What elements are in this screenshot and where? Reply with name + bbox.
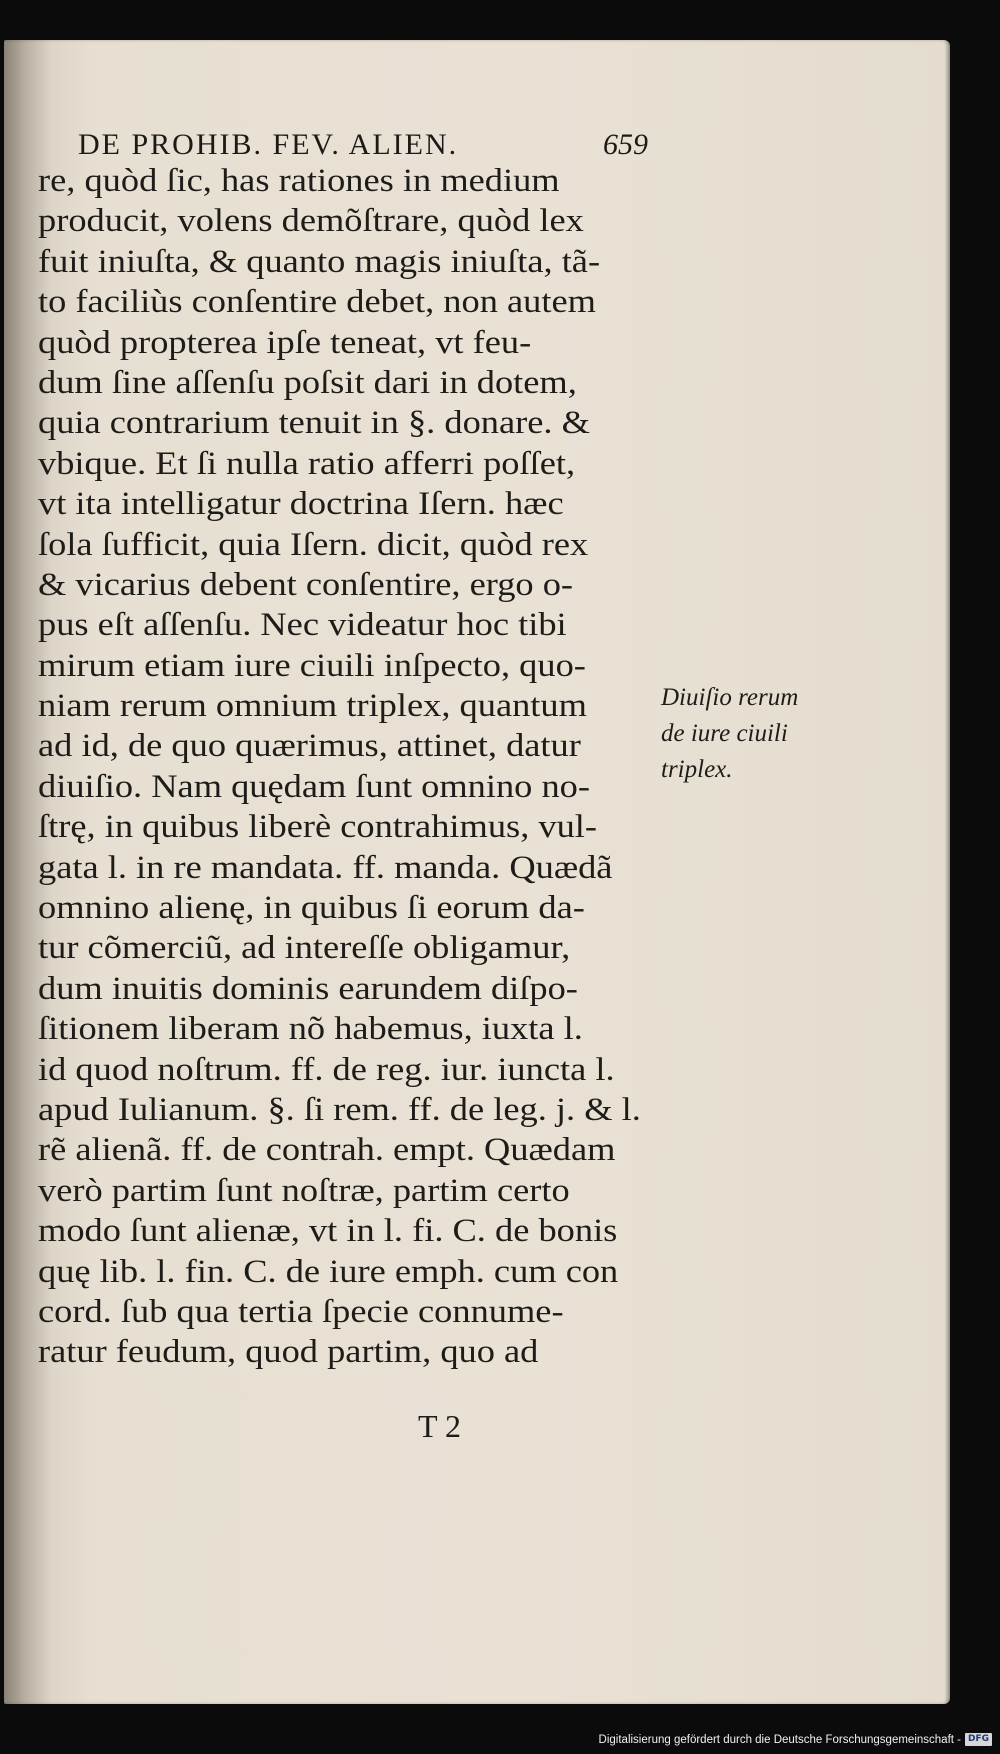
text-line	[38, 161, 650, 201]
text-line-content: re, quòd ſic, has rationes in medium	[38, 163, 560, 199]
text-line-content: pus eſt aſſenſu. Nec videatur hoc tibi	[38, 607, 567, 644]
text-line-content: dum ſine aſſenſu poſsit dari in dotem,	[38, 364, 577, 401]
text-line-content: ad id, de quo quærimus, attinet, datur	[38, 728, 581, 765]
text-line	[38, 484, 650, 524]
text-line	[38, 323, 650, 363]
funding-credit	[599, 1733, 992, 1746]
text-line-content: ſtrę, in quibus liberè contrahimus, vul-	[38, 809, 598, 846]
marginal-note-line: Diuiſio rerum	[661, 684, 799, 711]
text-line-content: vbique. Et ſi nulla ratio afferri poſſet,	[38, 445, 576, 482]
text-line-content: fuit iniuſta, & quanto magis iniuſta, tã-	[38, 243, 601, 280]
running-head	[78, 128, 648, 164]
text-line	[38, 1171, 650, 1211]
text-line	[38, 969, 650, 1009]
text-line	[38, 726, 650, 766]
text-line-content: dum inuitis dominis earundem diſpo-	[38, 970, 578, 1007]
text-line	[38, 242, 650, 282]
text-line	[38, 403, 650, 443]
text-line	[38, 1211, 650, 1251]
text-line	[38, 363, 650, 403]
text-line-content: niam rerum omnium triplex, quantum	[38, 688, 587, 725]
text-line-content: ſitionem liberam nõ habemus, iuxta l.	[38, 1011, 583, 1048]
text-line	[38, 767, 650, 807]
text-line-content: quę lib. l. fin. C. de iure emph. cum con	[38, 1253, 619, 1290]
marginal-note-line: de iure ciuili	[661, 720, 788, 747]
text-line-content: mirum etiam iure ciuili inſpecto, quo-	[38, 647, 586, 684]
text-line	[38, 1252, 650, 1292]
text-line-content: diuiſio. Nam quędam ſunt omnino no-	[38, 768, 591, 805]
page-edge-shadow	[944, 40, 950, 1704]
text-line	[38, 1332, 650, 1372]
text-line	[38, 565, 650, 605]
running-title: DE PROHIB. FEV. ALIEN.	[78, 128, 459, 161]
text-line-content: ratur feudum, quod partim, quo ad	[38, 1334, 539, 1371]
text-line	[38, 525, 650, 565]
text-line-content: gata l. in re mandata. ff. manda. Quædã	[38, 849, 613, 886]
text-line-content: apud Iulianum. §. ſi rem. ff. de leg. j. & l.	[38, 1091, 641, 1128]
text-line	[38, 1090, 650, 1130]
text-line	[38, 848, 650, 888]
text-line-content: quia contrarium tenuit in §. donare. &	[38, 405, 590, 442]
text-line	[38, 1292, 650, 1332]
text-line	[38, 807, 650, 847]
text-line-content: producit, volens demõſtrare, quòd lex	[38, 203, 584, 240]
text-line-content: rẽ alienã. ff. de contrah. empt. Quædam	[38, 1132, 616, 1169]
text-line	[38, 605, 650, 645]
page-number: 659	[603, 128, 648, 161]
funding-credit-text: Digitalisierung gefördert durch die Deutsche Forschungsgemeinschaft -	[598, 1733, 961, 1746]
signature-mark: T 2	[418, 1408, 461, 1444]
text-line-content: vt ita intelligatur doctrina Iſern. hæc	[38, 486, 564, 523]
body-text	[38, 161, 650, 1373]
text-line	[38, 646, 650, 686]
text-line-content: cord. ſub qua tertia ſpecie connume-	[38, 1293, 564, 1330]
text-line-content: to faciliùs conſentire debet, non autem	[38, 284, 596, 321]
text-line	[38, 1130, 650, 1170]
text-line-content: id quod noſtrum. ff. de reg. iur. iuncta l.	[38, 1051, 615, 1088]
text-line	[38, 1050, 650, 1090]
text-line-content: omnino alienę, in quibus ſi eorum da-	[38, 890, 585, 927]
text-line	[38, 201, 650, 241]
text-line-content: & vicarius debent conſentire, ergo o-	[38, 566, 574, 603]
text-line-content: ſola ſufficit, quia Iſern. dicit, quòd rex	[38, 526, 589, 563]
text-line-content: modo ſunt alienæ, vt in l. fi. C. de bonis	[38, 1213, 618, 1250]
text-line-content: verò partim ſunt noſtræ, partim certo	[38, 1172, 570, 1209]
text-line	[38, 444, 650, 484]
marginal-note-line: triplex.	[661, 756, 733, 783]
text-line-content: quòd propterea ipſe teneat, vt feu-	[38, 324, 532, 361]
dfg-logo: DFG	[965, 1733, 992, 1746]
text-line	[38, 1009, 650, 1049]
text-line	[38, 888, 650, 928]
text-line	[38, 686, 650, 726]
text-line	[38, 928, 650, 968]
text-line	[38, 282, 650, 322]
footer-bar	[0, 1728, 1000, 1754]
marginal-note	[661, 680, 851, 788]
text-line-content: tur cõmerciũ, ad intereſſe obligamur,	[38, 930, 571, 967]
